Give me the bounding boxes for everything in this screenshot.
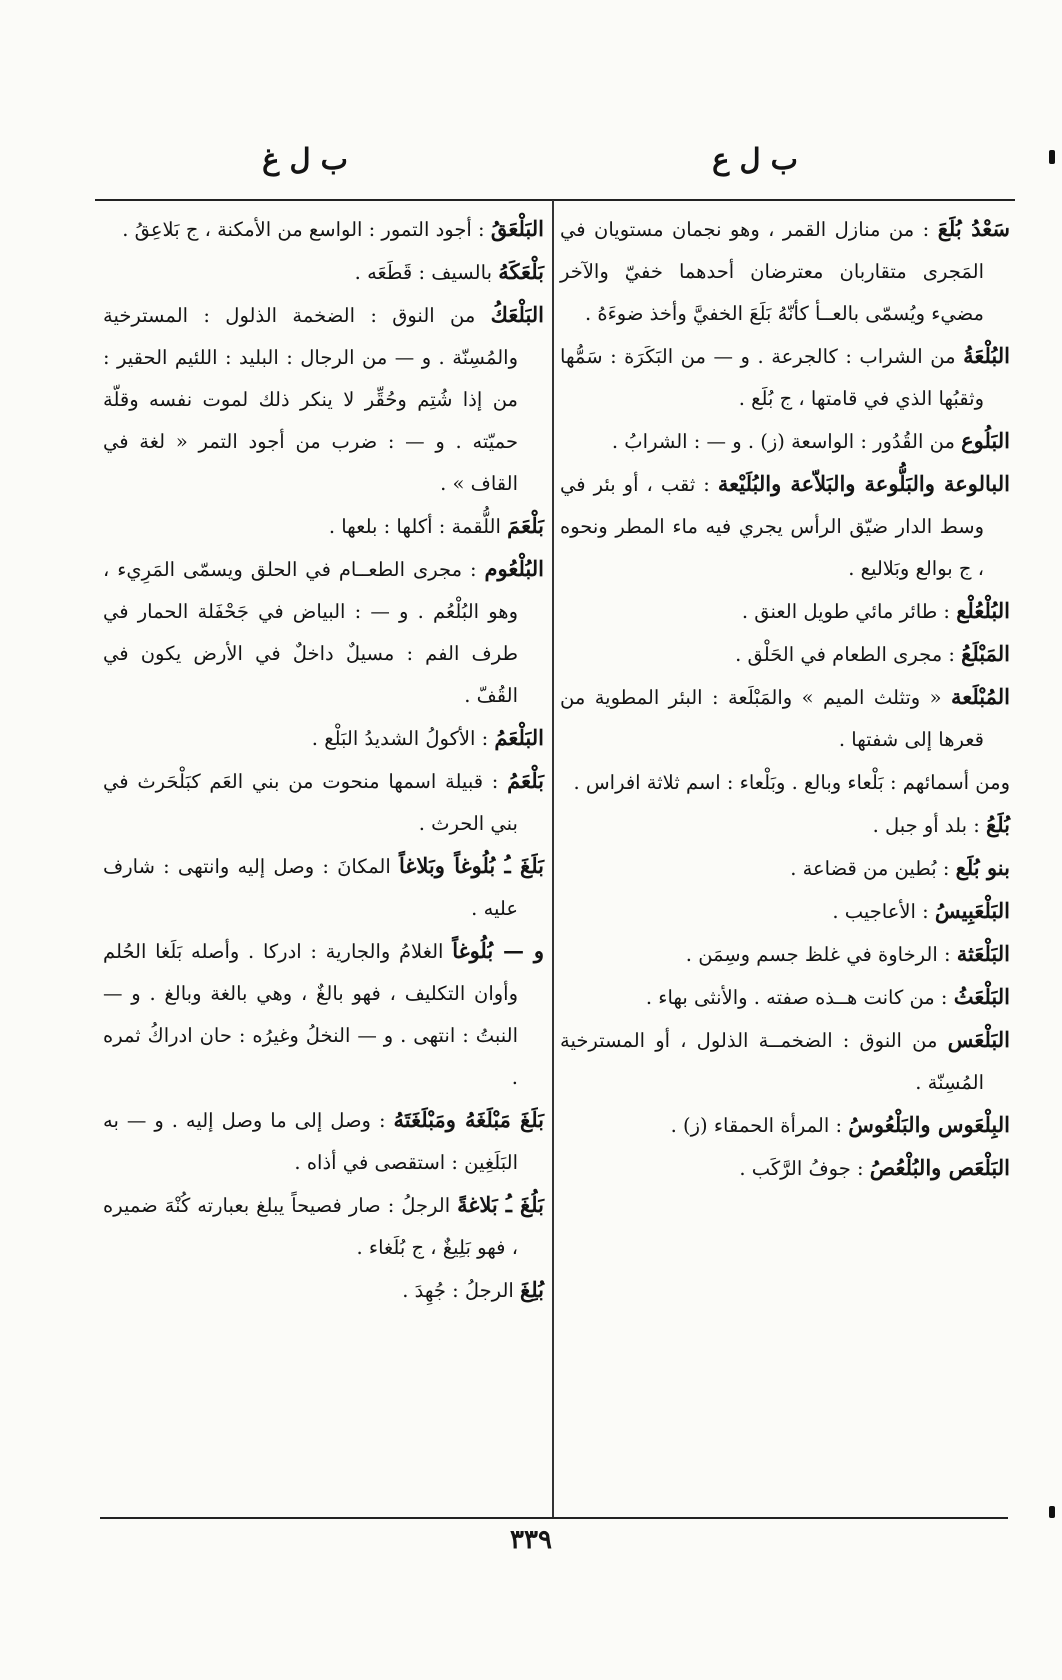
dictionary-entry: [560, 761, 1010, 804]
dictionary-entry: [103, 930, 544, 1099]
entry-definition: الرجلُ : صار فصيحاً يبلغ بعبارته كُنْهَ ضميره ، فهو بَلِيغٌ ، ج بُلَغاء .: [103, 1194, 518, 1259]
entry-definition: من النوق : الضخمــة الذلول ، أو المسترخية المُسِنّة .: [560, 1029, 984, 1094]
left-column-root-header: ب ل غ: [262, 142, 348, 176]
entry-headword: البَلُوع: [961, 428, 1010, 453]
dictionary-entry: [560, 463, 1010, 590]
left-column: [103, 208, 544, 1508]
scan-edge-mark: [1049, 150, 1055, 164]
dictionary-entry: [560, 676, 1010, 761]
entry-definition: : قبيلة اسمها منحوت من بني العَم كبَلْحَرث في بني الحرث .: [103, 770, 518, 835]
entry-headword: المُبْلَعة: [950, 684, 1011, 709]
entry-headword: المَبْلَعُ: [961, 641, 1010, 666]
entry-headword: البَلْعَص والبُلْعُصُ: [869, 1155, 1010, 1180]
dictionary-entry: [103, 760, 544, 845]
entry-definition: : بلد أو جبل .: [872, 814, 980, 837]
dictionary-entry: [103, 1269, 544, 1312]
dictionary-entry: [560, 1019, 1010, 1104]
dictionary-entry: [103, 505, 544, 548]
entry-headword: البُلْعَةُ: [963, 343, 1010, 368]
dictionary-entry: [560, 590, 1010, 633]
dictionary-entry: [103, 208, 544, 251]
entry-headword: البَلْعَثُ: [953, 984, 1010, 1009]
entry-definition: : ثقب ، أو بئر في وسط الدار ضيّق الرأس يجري فيه ماء المطر ونحوه ، ج بوالع وبَلاليع .: [560, 473, 984, 580]
entry-definition: من الشراب : كالجرعة . و — من البَكَرَة : سَمُّها وثقبُها الذي في قامتها ، ج بُلَع .: [560, 345, 984, 410]
entry-definition: : الأكولُ الشديدُ البَلْع .: [311, 727, 489, 750]
top-rule: [95, 199, 1015, 201]
dictionary-entry: [103, 717, 544, 760]
entry-definition: : المرأة الحمقاء (ز) .: [670, 1114, 843, 1137]
right-column: [560, 208, 1010, 1508]
dictionary-entry: [103, 1099, 544, 1184]
dictionary-entry: [103, 294, 544, 505]
entry-definition: : بُطين من قضاعة .: [790, 857, 950, 880]
entry-definition: : وصل إلى ما وصل إليه . و — به البَلَغِين : استقصى في أذاه .: [103, 1109, 518, 1174]
entry-definition: : مجرى الطعام في الحَلْق .: [735, 643, 955, 666]
entry-headword: و — بُلُوغاً: [452, 938, 544, 963]
entry-headword: سَعْدُ بُلَعَ: [937, 216, 1010, 241]
entry-headword: بَلَغَ ـُ بُلُوغاً وبَلاغاً: [399, 853, 545, 878]
dictionary-entry: [560, 1104, 1010, 1147]
dictionary-entry: [560, 933, 1010, 976]
entry-definition: : الرخاوة في غلظ جسم وسِمَن .: [685, 943, 951, 966]
entry-definition: ومن أسمائهم : بَلْعاء وبالع . وبَلْعاء : اسم ثلاثة افراس .: [573, 771, 1010, 794]
entry-headword: البالوعة والبَلُّوعة والبَلاّعة والبُلَيْعة: [717, 471, 1010, 496]
entry-definition: : من منازل القمر ، وهو نجمان مستويان في المَجرى متقاربان معترضان أحدهما خفيّ والآخر مضيء ويُسمّى بالعــأ كأنّهُ بَلَعَ الخفيَّ وأخذ ضوءَهُ .: [560, 218, 984, 325]
entry-headword: بنو بُلَع: [955, 855, 1010, 880]
entry-headword: بَلْعَكَهُ: [498, 259, 544, 284]
page-number: ٣٣٩: [510, 1525, 552, 1555]
entry-headword: البَلْعَكُ: [490, 302, 545, 327]
entry-definition: من القُدُور : الواسعة (ز) . و — : الشرابُ .: [611, 430, 955, 453]
scan-edge-mark: [1049, 1506, 1055, 1518]
entry-headword: بَلُغَ ـُ بَلاغةً: [457, 1192, 544, 1217]
entry-headword: بَلْعَمَ: [507, 513, 544, 538]
entry-definition: : أجود التمور : الواسع من الأمكنة ، ج بَلاعِقُ .: [122, 218, 485, 241]
entry-headword: بَلْعَمُ: [507, 768, 544, 793]
entry-headword: البَلْعَمُ: [494, 725, 544, 750]
dictionary-entry: [560, 804, 1010, 847]
dictionary-entry: [560, 976, 1010, 1019]
entry-definition: من النوق : الضخمة الذلول : المسترخية والمُسِنّة . و — من الرجال : البليد : اللئيم الحقير : من إذا شُتِم وحُقِّر لا ينكر ذلك لموت نفسه وقلّة حميّته . و — : ضرب من أجود التمر « لغة في القاف » .: [103, 304, 518, 495]
dictionary-entry: [560, 420, 1010, 463]
entry-headword: البُلْعُلْع: [956, 598, 1010, 623]
dictionary-entry: [560, 208, 1010, 335]
entry-definition: الرجلُ : جُهِدَ .: [402, 1279, 514, 1302]
dictionary-entry: [560, 335, 1010, 420]
dictionary-entry: [103, 1184, 544, 1269]
dictionary-entry: [103, 548, 544, 717]
right-column-root-header: ب ل ع: [712, 142, 798, 176]
entry-definition: « وتثلث الميم » والمَبْلَعة : البئر المطوية من قعرها إلى شفتها .: [560, 686, 984, 751]
column-divider: [552, 200, 554, 1518]
dictionary-entry: [560, 633, 1010, 676]
entry-headword: البَلْعَس: [947, 1027, 1010, 1052]
entry-headword: بُلَعُ: [986, 812, 1010, 837]
dictionary-entry: [103, 251, 544, 294]
dictionary-entry: [560, 847, 1010, 890]
entry-definition: بالسيف : قَطَعَه .: [354, 261, 492, 284]
entry-definition: : مجرى الطعــام في الحلق ويسمّى المَرِيء ، وهو البُلْعُم . و — : البياض في جَحْفَلة الحمار في طرف الفم : مسيلٌ داخلٌ في الأرض يكون في القُفّ .: [103, 558, 518, 707]
entry-definition: الغلامُ والجارية : ادركا . وأصله بَلَغا الحُلم وأوان التكليف ، فهو بالغٌ ، وهي بالغة وبالغ . و — النبتُ : انتهى . و — النخلُ وغيرُه : حان ادراكُ ثمره .: [103, 940, 518, 1089]
bottom-rule: [100, 1517, 1008, 1519]
dictionary-entry: [560, 1147, 1010, 1190]
entry-headword: البِلْعَوس والبَلْعُوسُ: [848, 1112, 1010, 1137]
dictionary-entry: [103, 845, 544, 930]
entry-headword: بُلِغَ: [520, 1277, 544, 1302]
entry-headword: البَلْعَقُ: [490, 216, 544, 241]
dictionary-entry: [560, 890, 1010, 933]
entry-headword: البُلْعُوم: [484, 556, 545, 581]
entry-definition: : من كانت هــذه صفته . والأنثى بهاء .: [645, 986, 948, 1009]
entry-headword: البَلْعَثة: [956, 941, 1010, 966]
entry-definition: : جوفُ الرَّكَب .: [739, 1157, 864, 1180]
entry-definition: اللُّقمة : أكلها : بلعها .: [328, 515, 501, 538]
entry-definition: المكانَ : وصل إليه وانتهى : شارف عليه .: [103, 855, 518, 920]
entry-definition: : طائر مائي طويل العنق .: [741, 600, 950, 623]
entry-definition: : الأعاجيب .: [832, 900, 929, 923]
entry-headword: البَلْعَبِيسُ: [934, 898, 1010, 923]
entry-headword: بَلَغَ مَبْلَغَهُ ومَبْلَغَتَهُ: [393, 1107, 544, 1132]
